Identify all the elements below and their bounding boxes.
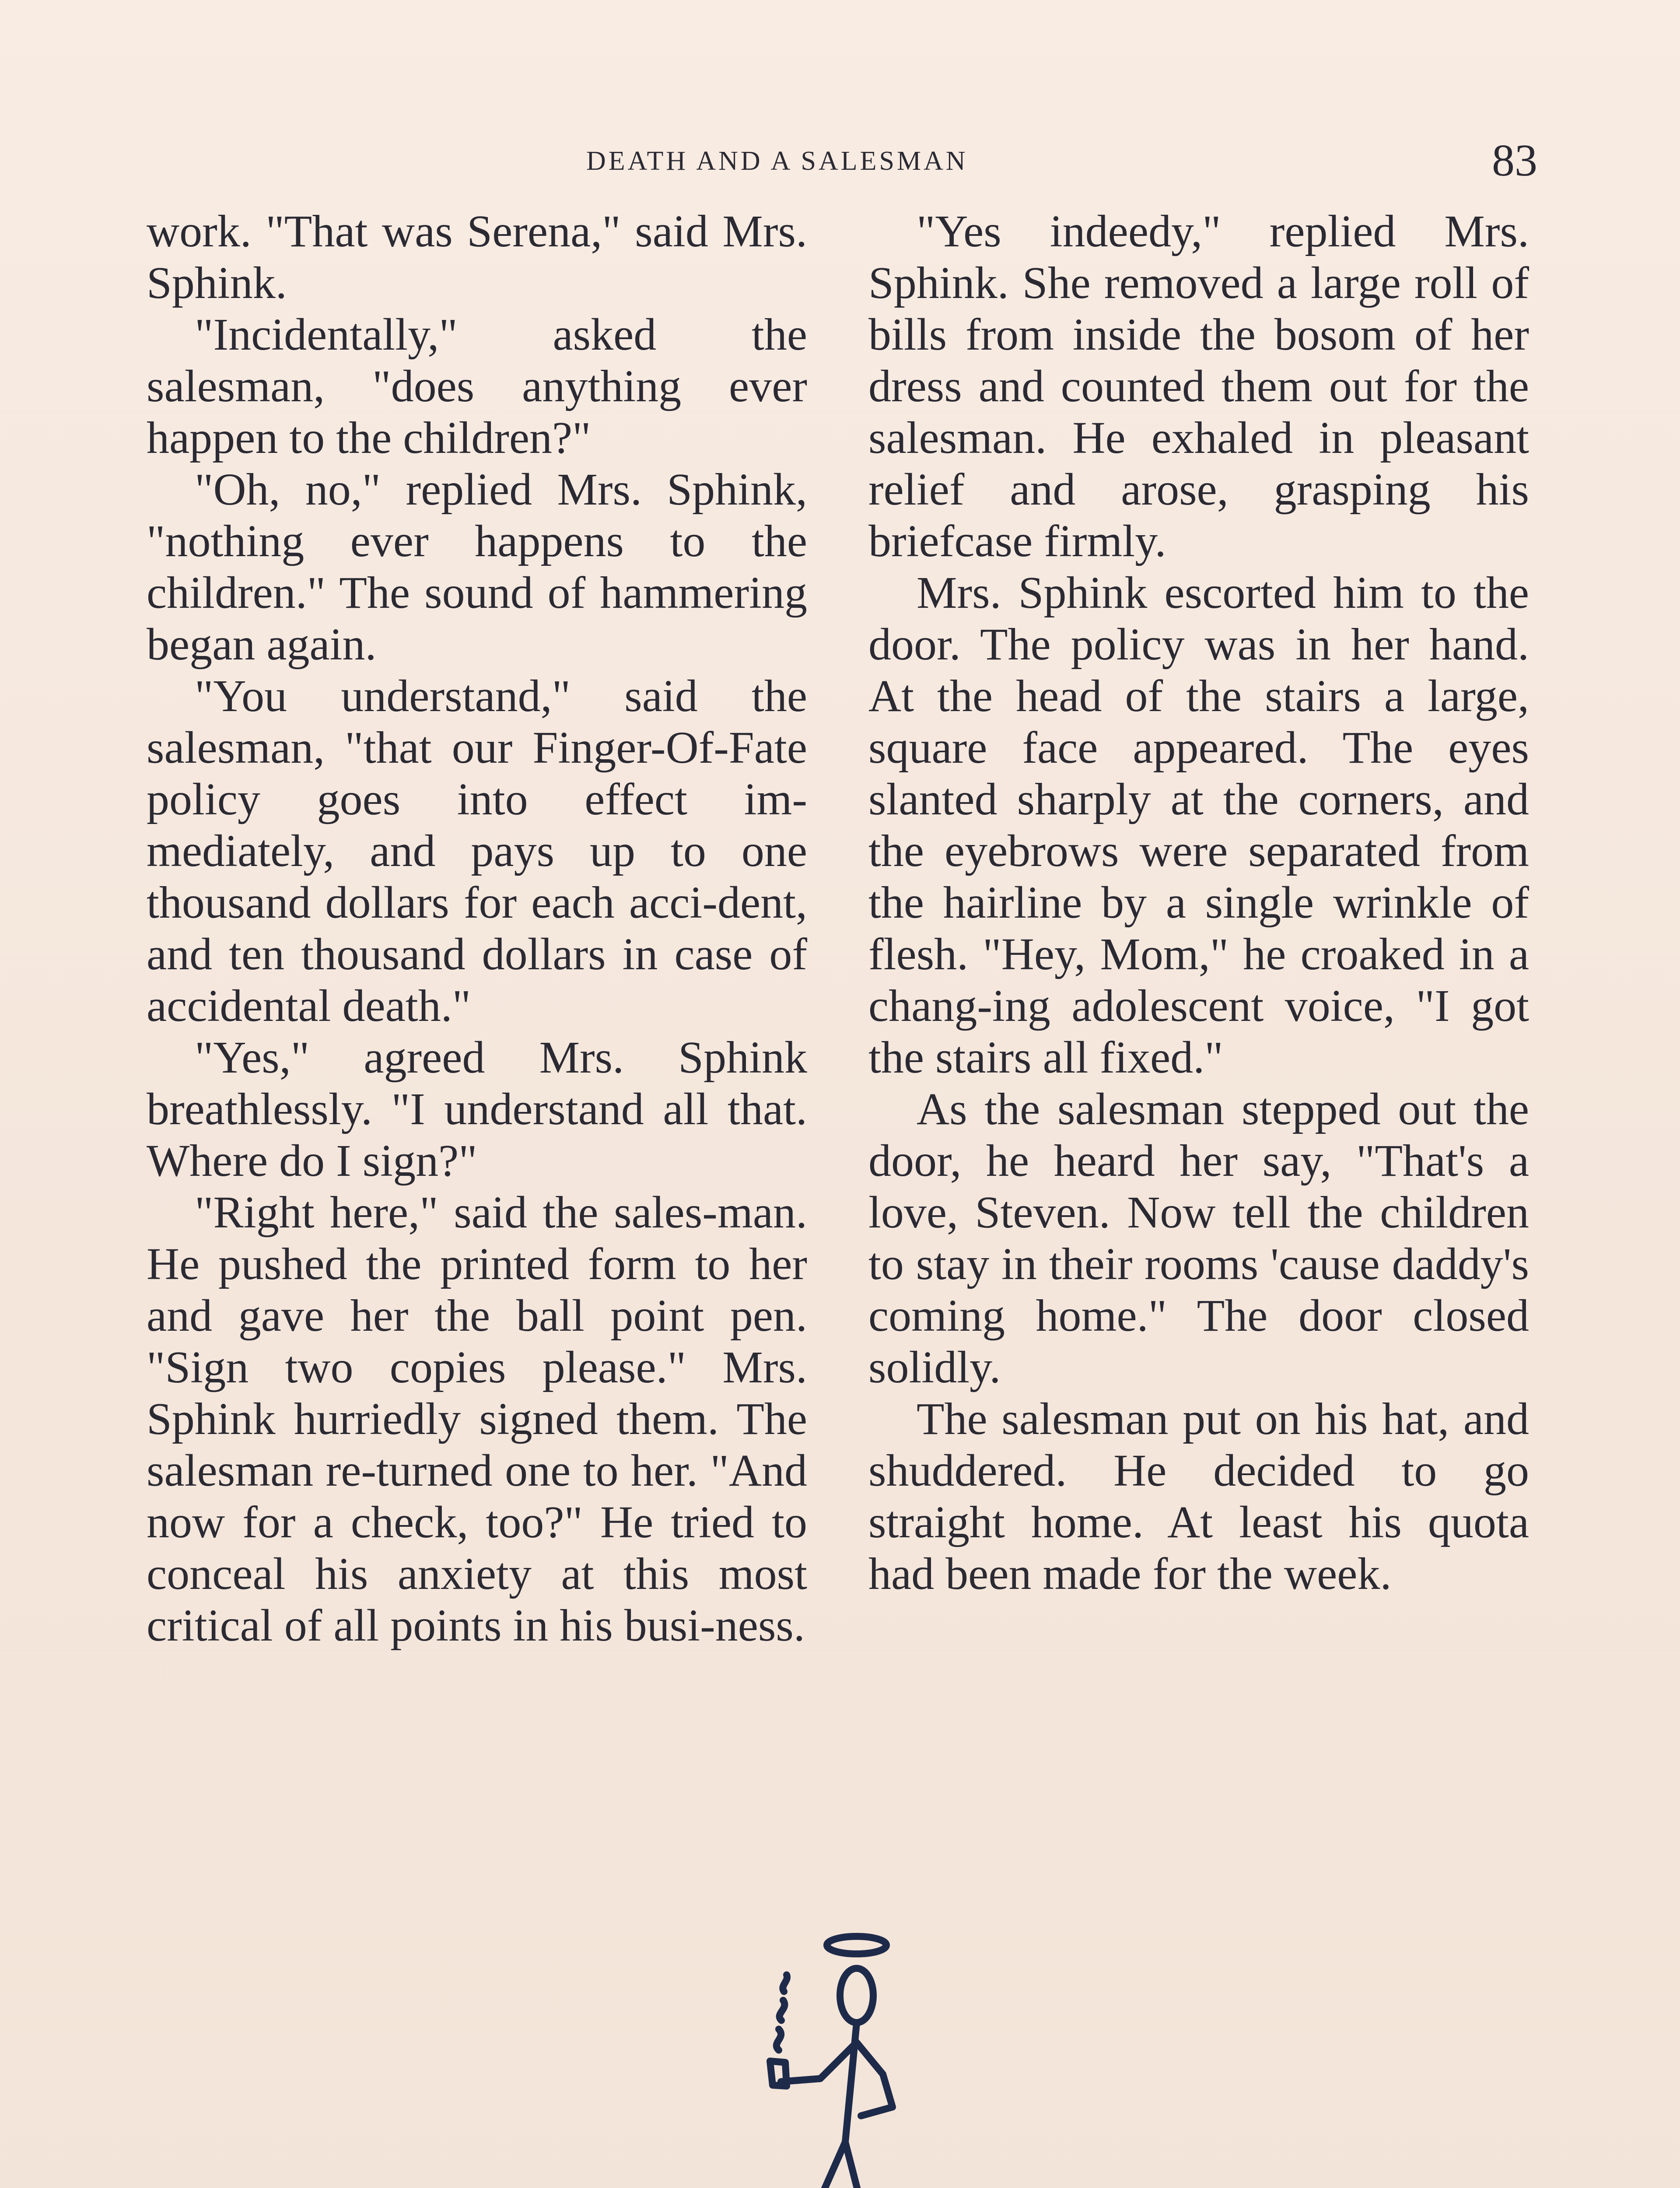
paragraph: "Oh, no," replied Mrs. Sphink, "nothing ever happens to the children." The sound of hammering began again. — [147, 464, 807, 670]
paragraph: The salesman put on his hat, and shuddered. He decided to go straight home. At least his quota had been made for the week. — [868, 1394, 1529, 1599]
haloed-stick-figure-icon — [744, 1923, 945, 2188]
paragraph: work. "That was Serena," said Mrs. Sphink. — [147, 206, 807, 308]
paragraph: "Right here," said the sales-man. He pushed the printed form to her and gave her the ball point pen. "Sign two copies please." Mrs. Sphink hurriedly signed them. The salesman re-turned one to her. "And now for a check, too?" He tried to conceal his anxiety at this most critical of all points in his busi-ness. — [147, 1187, 807, 1651]
running-title: DEATH AND A SALESMAN — [586, 146, 968, 176]
paragraph: "Incidentally," asked the salesman, "does anything ever happen to the children?" — [147, 309, 807, 463]
paragraph: As the salesman stepped out the door, he heard her say, "That's a love, Steven. Now tell the children to stay in their rooms 'cause daddy's coming home." The door closed solidly. — [868, 1084, 1529, 1392]
right-text-column — [868, 206, 1529, 1600]
paragraph: "You understand," said the salesman, "that our Finger-Of-Fate policy goes into effect im-mediately, and pays up to one thousand dollars for each acci-dent, and ten thousand dollars in case of accidental death." — [147, 671, 807, 1031]
paragraph: "Yes," agreed Mrs. Sphink breathlessly. "I understand all that. Where do I sign?" — [147, 1032, 807, 1186]
paragraph: "Yes indeedy," replied Mrs. Sphink. She removed a large roll of bills from inside the bosom of her dress and counted them out for the salesman. He exhaled in pleasant relief and arose, grasping his briefcase firmly. — [868, 206, 1529, 566]
page-number: 83 — [1492, 135, 1537, 186]
left-text-column — [147, 206, 807, 1652]
paragraph: Mrs. Sphink escorted him to the door. The policy was in her hand. At the head of the stairs a large, square face appeared. The eyes slanted sharply at the corners, and the eyebrows were separated from the hairline by a single wrinkle of flesh. "Hey, Mom," he croaked in a chang-ing adolescent voice, "I got the stairs all fixed." — [868, 568, 1529, 1083]
running-head — [0, 135, 1680, 186]
